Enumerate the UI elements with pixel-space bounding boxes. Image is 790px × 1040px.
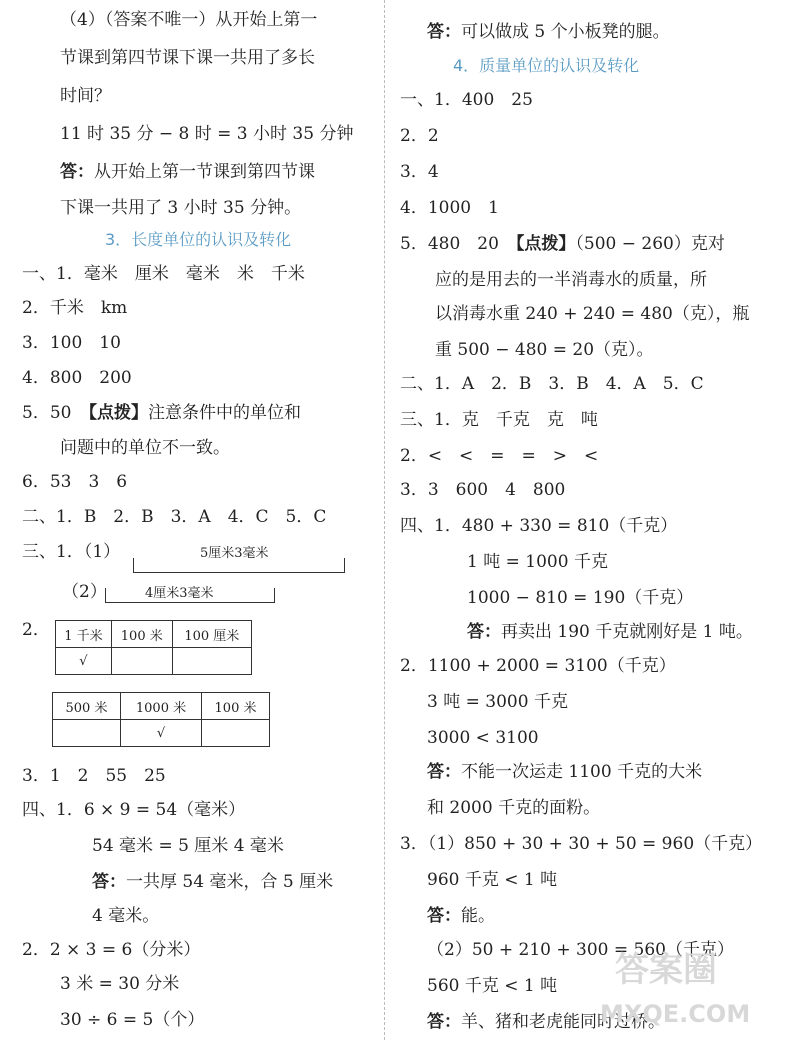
answer-line: （2） <box>62 582 107 602</box>
answer-line: 54 毫米 = 5 厘米 4 毫米 <box>92 836 284 856</box>
answer-line: 3 米 = 30 分米 <box>60 974 180 994</box>
watermark-url: MXQE.COM <box>600 1000 751 1028</box>
answer-line: 节课到第四节课下课一共用了多长 <box>60 48 315 68</box>
column-divider <box>384 0 385 1040</box>
check-cell <box>111 648 172 675</box>
hint-tag: 【点拨】 <box>515 234 576 254</box>
table-cell: 100 厘米 <box>172 621 251 648</box>
check-cell: √ <box>120 720 201 747</box>
answer-line: 二、1．B 2．B 3．A 4．C 5．C <box>22 507 327 527</box>
check-cell <box>202 720 270 747</box>
answer-line: 问题中的单位不一致。 <box>60 438 230 458</box>
answer-line: 11 时 35 分 − 8 时 = 3 小时 35 分钟 <box>60 124 354 144</box>
table-cell: 1 千米 <box>56 621 112 648</box>
answer-line <box>60 160 315 184</box>
answer-text: 能。 <box>461 906 495 926</box>
answer-label: 答： <box>427 1012 461 1032</box>
answer-text: 从开始上第一节课到第四节课 <box>94 162 315 182</box>
answer-text: 羊、猪和老虎能同时过桥。 <box>461 1012 665 1032</box>
hint-tag: 【点拨】 <box>88 403 148 423</box>
answer-text: 一共厚 54 毫米，合 5 厘米 <box>126 872 334 892</box>
answer-line: 以消毒水重 240 + 240 = 480（克），瓶 <box>435 304 750 324</box>
answer-line: 四、1．6 × 9 = 54（毫米） <box>22 800 246 820</box>
answer-line <box>427 760 702 784</box>
answer-line: 960 千克 < 1 吨 <box>427 870 558 890</box>
answer-line: 应的是用去的一半消毒水的质量，所 <box>435 270 707 290</box>
answer-line: 2．2 × 3 = 6（分米） <box>22 940 201 960</box>
table-cell: 1000 米 <box>120 693 201 720</box>
answer-line: 2．< < = = > < <box>400 446 599 466</box>
answer-line: 三、1．克 千克 克 吨 <box>400 410 598 430</box>
answer-line: 2．1100 + 2000 = 3100（千克） <box>400 656 676 676</box>
answer-line: 3000 < 3100 <box>427 728 539 748</box>
answer-text: 不能一次运走 1100 千克的大米 <box>461 762 703 782</box>
answer-label: 答： <box>467 622 501 642</box>
answer-line <box>22 401 301 425</box>
section-heading: 4．质量单位的认识及转化 <box>453 56 640 75</box>
check-cell: √ <box>56 648 112 675</box>
unit-table-1 <box>55 620 252 675</box>
section-heading: 3．长度单位的认识及转化 <box>105 230 292 249</box>
unit-table-2 <box>52 692 270 747</box>
table-cell: 100 米 <box>202 693 270 720</box>
answer-line: 二、1．A 2．B 3．B 4．A 5．C <box>400 374 704 394</box>
answer-line: 3．3 600 4 800 <box>400 480 566 500</box>
check-cell <box>172 648 251 675</box>
answer-line: 3．100 10 <box>22 333 121 353</box>
answer-line: 三、1．（1） <box>22 542 121 562</box>
ruler-label: 5厘米3毫米 <box>200 546 269 561</box>
answer-text: 再卖出 190 千克就刚好是 1 吨。 <box>501 622 753 642</box>
answer-line: （2）50 + 210 + 300 = 560（千克） <box>427 940 734 960</box>
check-cell <box>53 720 121 747</box>
answer-line: 6．53 3 6 <box>22 472 128 492</box>
answer-line <box>427 904 495 928</box>
answer-label: 答： <box>427 22 461 42</box>
answer-line: 30 ÷ 6 = 5（个） <box>60 1010 205 1030</box>
answer-line: 1000 − 810 = 190（千克） <box>467 588 694 608</box>
answer-line: 3．1 2 55 25 <box>22 766 166 786</box>
answer-line: 2． <box>22 620 50 640</box>
answer-line: 一、1．400 25 <box>400 90 533 110</box>
watermark-logo: 答案圈 <box>615 950 717 990</box>
answer-text: 5．480 20 <box>400 234 516 254</box>
answer-line: 4．800 200 <box>22 368 132 388</box>
answer-line <box>92 870 333 894</box>
answer-line: （4）（答案不唯一）从开始上第一 <box>60 10 318 30</box>
answer-line: 时间？ <box>60 86 111 106</box>
answer-text: （500 − 260）克对 <box>575 234 725 254</box>
table-cell: 100 米 <box>111 621 172 648</box>
ruler-label: 4厘米3毫米 <box>145 586 214 601</box>
answer-line: 3 吨 = 3000 千克 <box>427 692 568 712</box>
answer-line: 一、1．毫米 厘米 毫米 米 千米 <box>22 264 305 284</box>
answer-text: 5．50 <box>22 403 89 423</box>
answer-label: 答： <box>92 872 126 892</box>
answer-label: 答： <box>60 162 94 182</box>
answer-line: 下课一共用了 3 小时 35 分钟。 <box>60 198 302 218</box>
answer-line: 重 500 − 480 = 20（克）。 <box>435 340 654 360</box>
answer-line: 四、1．480 + 330 = 810（千克） <box>400 516 678 536</box>
answer-line: 4 毫米。 <box>92 906 160 926</box>
answer-line: 4．1000 1 <box>400 198 499 218</box>
answer-line <box>427 20 670 44</box>
answer-label: 答： <box>427 762 461 782</box>
answer-line <box>467 620 753 644</box>
answer-text: 注意条件中的单位和 <box>147 403 301 423</box>
answer-text: 可以做成 5 个小板凳的腿。 <box>461 22 670 42</box>
answer-line: 3．（1）850 + 30 + 30 + 50 = 960（千克） <box>400 834 763 854</box>
answer-line: 3．4 <box>400 162 439 182</box>
ruler-line-2 <box>105 588 275 603</box>
table-cell: 500 米 <box>53 693 121 720</box>
answer-label: 答： <box>427 906 461 926</box>
ruler-line-1 <box>133 558 345 573</box>
answer-line: 1 吨 = 1000 千克 <box>467 552 608 572</box>
answer-line: 2．2 <box>400 126 439 146</box>
answer-line <box>400 232 725 256</box>
answer-line: 和 2000 千克的面粉。 <box>427 798 601 818</box>
answer-line: 2．千米 km <box>22 298 128 318</box>
answer-line: 560 千克 < 1 吨 <box>427 976 558 996</box>
